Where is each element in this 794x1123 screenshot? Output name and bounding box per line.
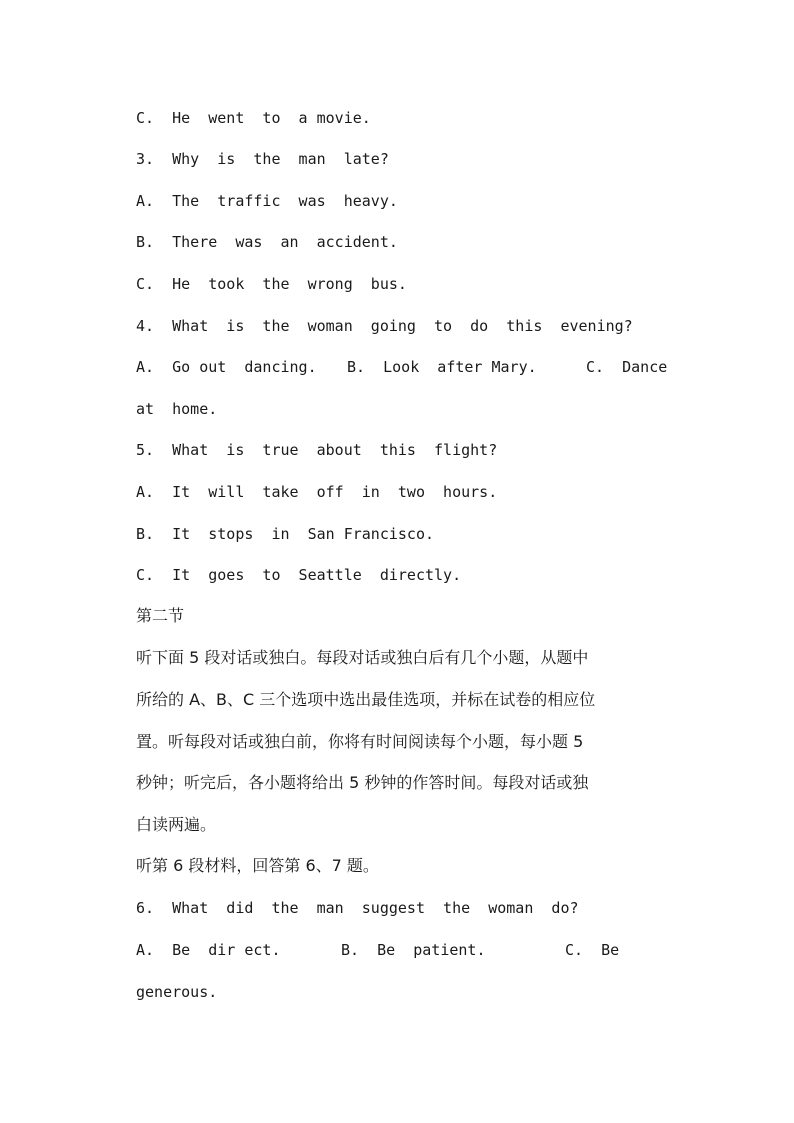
question-6-option-b: B. Be patient. [341,941,486,959]
question-4-option-a: A. Go out dancing. [136,358,317,376]
question-5-option-a: A. It will take off in two hours. [136,483,498,501]
question-5-option-c: C. It goes to Seattle directly. [136,566,462,584]
section-heading: 第二节 [136,606,185,625]
instructions-line-4: 秒钟；听完后，各小题将给出 5 秒钟的作答时间。每段对话或独 [136,773,589,792]
question-6-option-c-cont: generous. [136,983,218,1001]
question-3: 3. Why is the man late? [136,150,389,168]
question-4-option-b: B. Look after Mary. [347,358,537,376]
instructions-line-5: 白读两遍。 [136,815,217,834]
question-5: 5. What is true about this flight? [136,441,498,459]
question-6-option-a: A. Be dir ect. [136,941,281,959]
line-q2-option-c: C. He went to a movie. [136,109,371,127]
question-6-option-c: C. Be [565,941,620,959]
question-3-option-b: B. There was an accident. [136,233,398,251]
instructions-line-3: 置。听每段对话或独白前，你将有时间阅读每个小题，每小题 5 [136,732,584,751]
instructions-line-1: 听下面 5 段对话或独白。每段对话或独白后有几个小题，从题中 [136,648,589,667]
question-3-option-c: C. He took the wrong bus. [136,275,407,293]
instructions-line-2: 所给的 A、B、C 三个选项中选出最佳选项，并标在试卷的相应位 [136,690,596,709]
question-6: 6. What did the man suggest the woman do? [136,899,579,917]
question-4-option-c-cont: at home. [136,400,218,418]
question-5-option-b: B. It stops in San Francisco. [136,525,435,543]
question-4-option-c: C. Dance [586,358,668,376]
question-4: 4. What is the woman going to do this evening? [136,317,633,335]
material-6-heading: 听第 6 段材料，回答第 6、7 题。 [136,856,379,875]
question-3-option-a: A. The traffic was heavy. [136,192,398,210]
